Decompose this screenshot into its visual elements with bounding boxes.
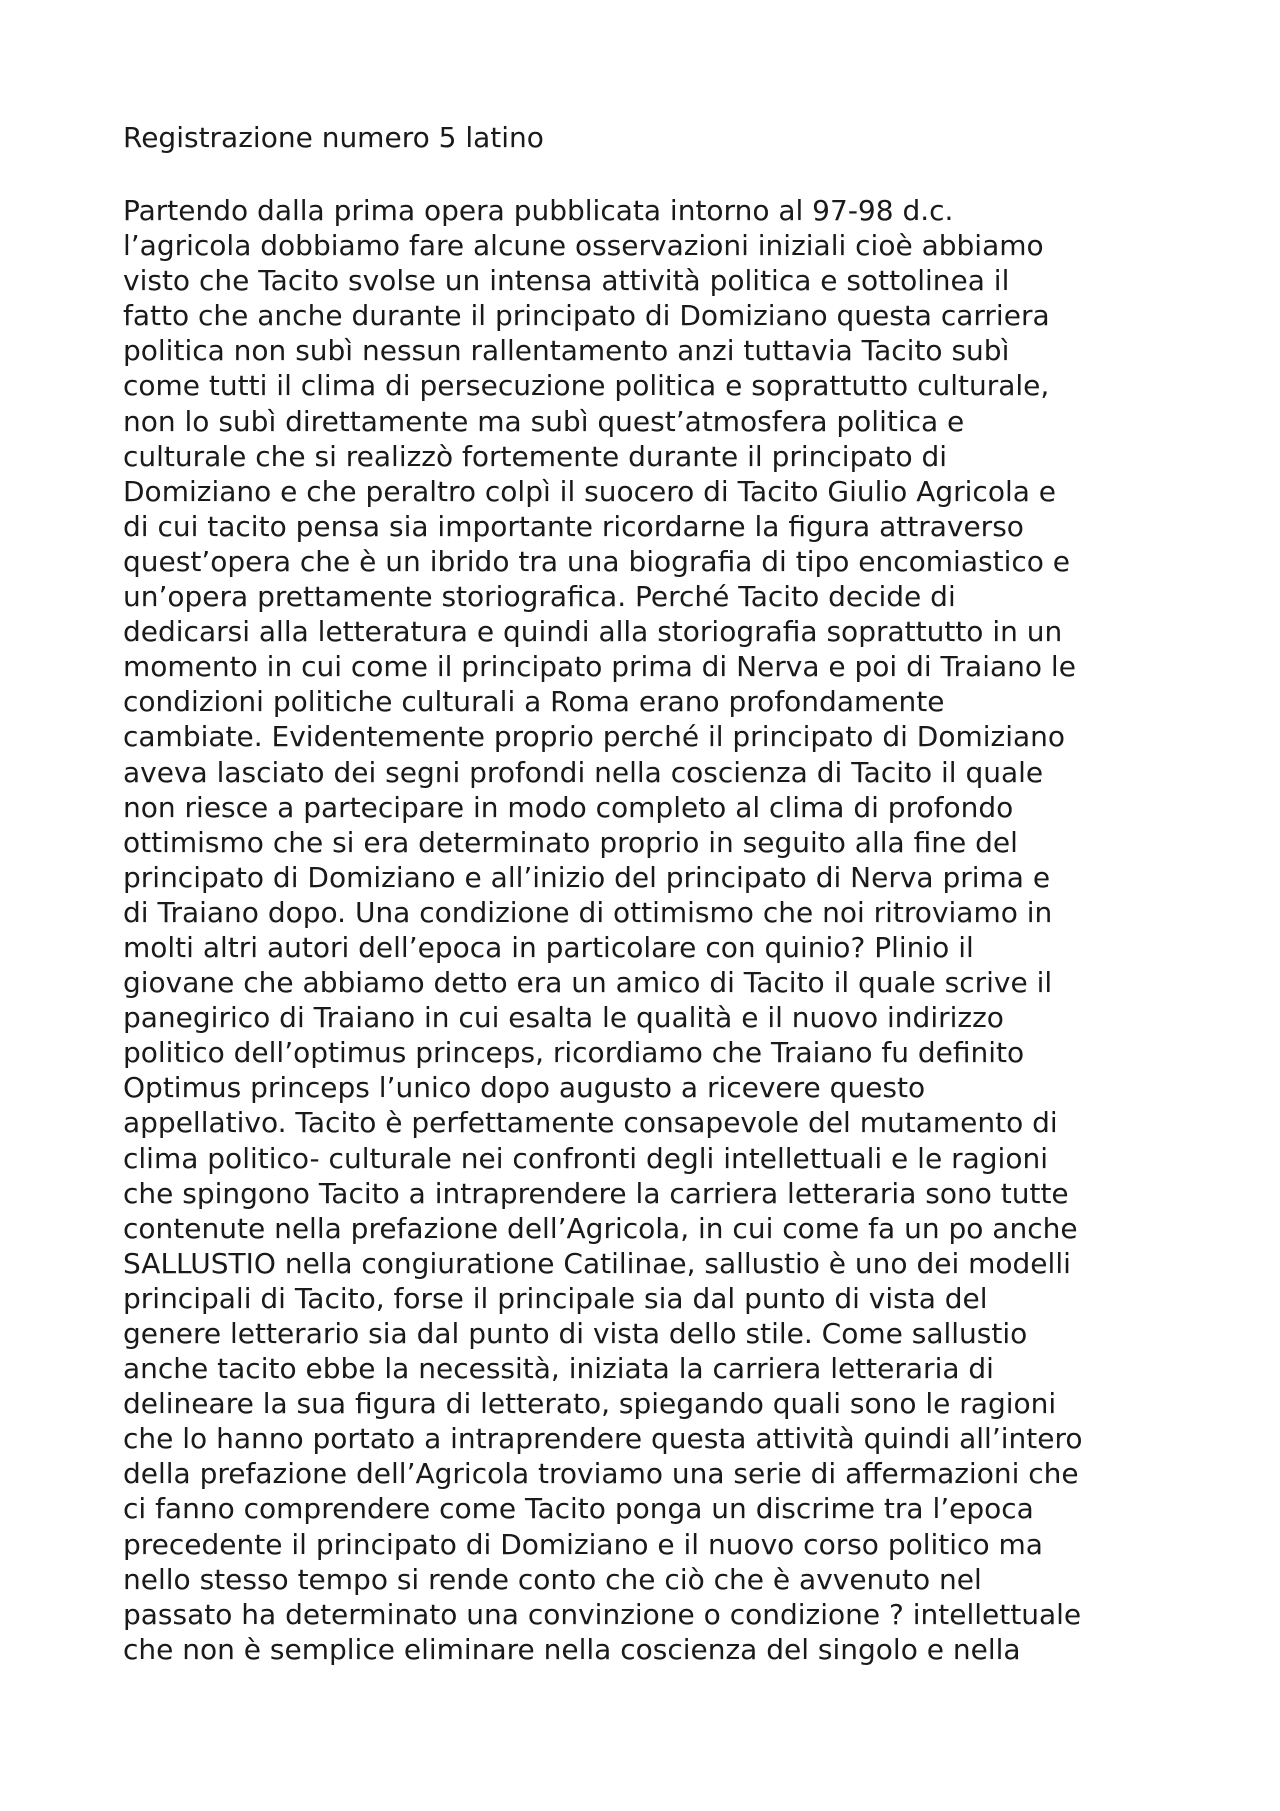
body-line: nello stesso tempo si rende conto che ciò che è avvenuto nel <box>123 1562 982 1596</box>
body-line: visto che Tacito svolse un intensa attività politica e sottolinea il <box>123 264 1010 298</box>
body-line: molti altri autori dell’epoca in particolare con quinio? Plinio il <box>123 930 974 964</box>
body-line: Domiziano e che peraltro colpì il suocero di Tacito Giulio Agricola e <box>123 474 1057 508</box>
body-line: principato di Domiziano e all’inizio del principato di Nerva prima e <box>123 860 1051 894</box>
body-line: che non è semplice eliminare nella coscienza del singolo e nella <box>123 1632 1021 1666</box>
body-line: appellativo. Tacito è perfettamente consapevole del mutamento di <box>123 1106 1058 1140</box>
body-line: fatto che anche durante il principato di Domiziano questa carriera <box>123 299 1050 333</box>
body-line: condizioni politiche culturali a Roma erano profondamente <box>123 685 945 719</box>
body-line: cambiate. Evidentemente proprio perché il principato di Domiziano <box>123 720 1066 754</box>
body-line: momento in cui come il principato prima di Nerva e poi di Traiano le <box>123 650 1076 684</box>
body-line: Optimus princeps l’unico dopo augusto a ricevere questo <box>123 1071 926 1105</box>
document-title: Registrazione numero 5 latino <box>123 121 544 154</box>
body-line: delineare la sua figura di letterato, spiegando quali sono le ragioni <box>123 1387 1057 1421</box>
body-line: precedente il principato di Domiziano e il nuovo corso politico ma <box>123 1527 1043 1561</box>
body-line: di cui tacito pensa sia importante ricordarne la figura attraverso <box>123 509 1024 543</box>
body-line: panegirico di Traiano in cui esalta le qualità e il nuovo indirizzo <box>123 1001 1004 1035</box>
body-line: genere letterario sia dal punto di vista dello stile. Come sallustio <box>123 1317 1028 1350</box>
body-line: l’agricola dobbiamo fare alcune osservazioni iniziali cioè abbiamo <box>123 229 1044 263</box>
body-line: aveva lasciato dei segni profondi nella coscienza di Tacito il quale <box>123 755 1044 789</box>
body-line: ottimismo che si era determinato proprio in seguito alla fine del <box>123 825 1018 859</box>
body-line: Partendo dalla prima opera pubblicata intorno al 97-98 d.c. <box>123 194 954 227</box>
body-line: non lo subì direttamente ma subì quest’atmosfera politica e <box>123 404 965 438</box>
body-line: un’opera prettamente storiografica. Perché Tacito decide di <box>123 580 956 614</box>
body-line: della prefazione dell’Agricola troviamo una serie di affermazioni che <box>123 1457 1079 1491</box>
body-line: dedicarsi alla letteratura e quindi alla storiografia soprattutto in un <box>123 615 1063 649</box>
body-line: che spingono Tacito a intraprendere la carriera letteraria sono tutte <box>123 1176 1069 1210</box>
body-line: culturale che si realizzò fortemente durante il principato di <box>123 439 948 473</box>
body-line: quest’opera che è un ibrido tra una biografia di tipo encomiastico e <box>123 544 1070 578</box>
body-line: come tutti il clima di persecuzione politica e soprattutto culturale, <box>123 369 1050 403</box>
body-line: anche tacito ebbe la necessità, iniziata la carriera letteraria di <box>123 1352 994 1386</box>
body-line: politica non subì nessun rallentamento anzi tuttavia Tacito subì <box>123 334 1010 368</box>
body-line: politico dell’optimus princeps, ricordiamo che Traiano fu definito <box>123 1036 1025 1070</box>
body-line: passato ha determinato una convinzione o condizione ? intellettuale <box>123 1597 1082 1631</box>
body-line: che lo hanno portato a intraprendere questa attività quindi all’intero <box>123 1422 1083 1456</box>
body-line: di Traiano dopo. Una condizione di ottimismo che noi ritroviamo in <box>123 895 1053 929</box>
body-line: SALLUSTIO nella congiuratione Catilinae, sallustio è uno dei modelli <box>123 1246 1071 1280</box>
document-body <box>123 193 1223 1667</box>
body-line: ci fanno comprendere come Tacito ponga un discrime tra l’epoca <box>123 1492 1034 1526</box>
body-line: giovane che abbiamo detto era un amico di Tacito il quale scrive il <box>123 966 1053 1000</box>
body-line: contenute nella prefazione dell’Agricola, in cui come fa un po anche <box>123 1211 1078 1245</box>
body-line: clima politico- culturale nei confronti degli intellettuali e le ragioni <box>123 1141 1048 1175</box>
body-line: non riesce a partecipare in modo completo al clima di profondo <box>123 790 1014 824</box>
body-line: principali di Tacito, forse il principale sia dal punto di vista del <box>123 1281 988 1315</box>
